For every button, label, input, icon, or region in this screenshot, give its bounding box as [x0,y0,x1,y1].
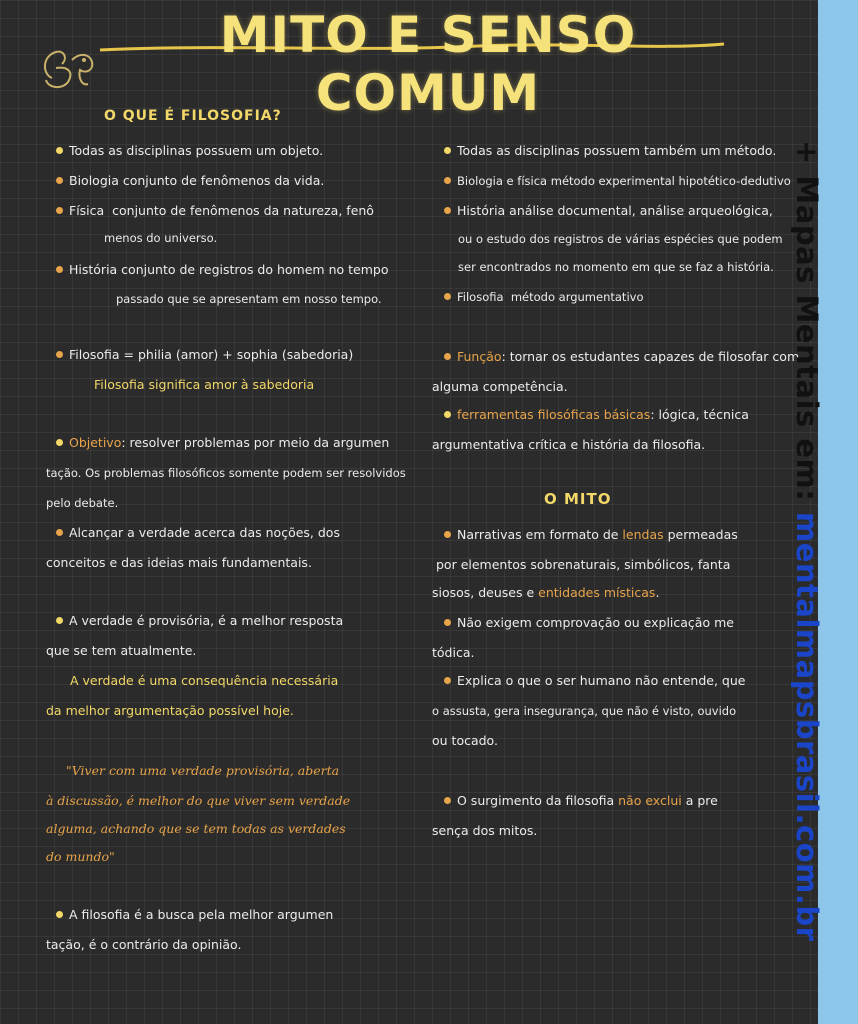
list-item: Explica o que o ser humano não entende, que [444,666,745,696]
list-item: Física conjunto de fenômenos da natureza, fenô [56,196,374,226]
list-item: ferramentas filosóficas básicas: lógica, técnica [444,400,749,430]
list-item-continuation: siosos, deuses e entidades místicas. [432,585,660,600]
quote-line: à discussão, é melhor do que viver sem verdade [46,793,351,808]
bullet-icon [56,207,63,214]
list-item: Não exigem comprovação ou explicação me [444,608,734,638]
bullet-icon [444,411,451,418]
list-item-continuation: por elementos sobrenaturais, simbólicos, fanta [436,557,731,572]
list-item-continuation: tódica. [432,645,475,660]
list-item: Narrativas em formato de lendas permeadas [444,520,738,550]
bullet-icon [444,207,451,214]
list-item: Filosofia método argumentativo [444,282,643,312]
list-item: Filosofia = philia (amor) + sophia (sabedoria) [56,340,353,370]
list-item-continuation: argumentativa crítica e história da filosofia. [432,437,706,452]
list-item-continuation: passado que se apresentam em nosso tempo. [116,292,382,306]
bullet-icon [444,293,451,300]
list-item: Todas as disciplinas possuem também um método. [444,136,776,166]
bullet-icon [56,911,63,918]
list-item-continuation: pelo debate. [46,496,119,510]
logo-icon [38,38,100,96]
list-item-continuation: sença dos mitos. [432,823,538,838]
list-item: O surgimento da filosofia não exclui a pre [444,786,718,816]
list-item-continuation: tação. Os problemas filosóficos somente podem ser resolvidos [46,466,406,480]
list-item: Biologia e física método experimental hipotético-dedutivo [444,166,791,196]
bullet-icon [444,353,451,360]
bullet-icon [444,677,451,684]
quote-line: do mundo" [46,849,115,864]
bullet-icon [444,177,451,184]
sidebar-prefix: + Mapas Mentais em: [790,140,824,512]
bullet-icon [444,797,451,804]
list-item-continuation: ser encontrados no momento em que se faz a história. [458,260,774,274]
highlight-text: da melhor argumentação possível hoje. [46,703,294,718]
bullet-icon [56,266,63,273]
list-item-continuation: alguma competência. [432,379,568,394]
bullet-icon [444,147,451,154]
sidebar-url-link[interactable]: mentalmapsbrasil.com.br [790,512,824,942]
list-item-continuation: conceitos e das ideias mais fundamentais. [46,555,312,570]
definition-text: Filosofia significa amor à sabedoria [94,377,315,392]
highlight-text: A verdade é uma consequência necessária [70,673,339,688]
list-item-continuation: menos do universo. [104,231,218,245]
list-item-continuation: que se tem atualmente. [46,643,197,658]
section-heading-philosophy: O QUE É FILOSOFIA? [104,108,282,124]
list-item-continuation: ou o estudo dos registros de várias espécies que podem [458,232,783,246]
bullet-icon [56,529,63,536]
list-item: Alcançar a verdade acerca das noções, dos [56,518,340,548]
bullet-icon [56,177,63,184]
section-heading-myth: O MITO [544,490,612,508]
bullet-icon [56,351,63,358]
bullet-icon [56,147,63,154]
list-item: A filosofia é a busca pela melhor argumen [56,900,333,930]
list-item: A verdade é provisória, é a melhor resposta [56,606,343,636]
page-title: MITO E SENSO COMUM [219,6,637,122]
list-item-continuation: o assusta, gera insegurança, que não é visto, ouvido [432,704,737,718]
list-item: História análise documental, análise arqueológica, [444,196,773,226]
list-item: Todas as disciplinas possuem um objeto. [56,136,323,166]
sidebar-banner [818,0,858,1024]
list-item: Biologia conjunto de fenômenos da vida. [56,166,324,196]
list-item: Função: tornar os estudantes capazes de filosofar com [444,342,799,372]
quote-line: alguma, achando que se tem todas as verdades [46,821,346,836]
bullet-icon [444,531,451,538]
sidebar-promo-text [790,140,824,941]
quote-line: "Viver com uma verdade provisória, aberta [66,763,340,778]
bullet-icon [444,619,451,626]
bullet-icon [56,617,63,624]
bullet-icon [56,439,63,446]
list-item-continuation: tação, é o contrário da opinião. [46,937,242,952]
list-item-continuation: ou tocado. [432,733,498,748]
list-item: História conjunto de registros do homem no tempo [56,255,388,285]
list-item: Objetivo: resolver problemas por meio da argumen [56,428,389,458]
